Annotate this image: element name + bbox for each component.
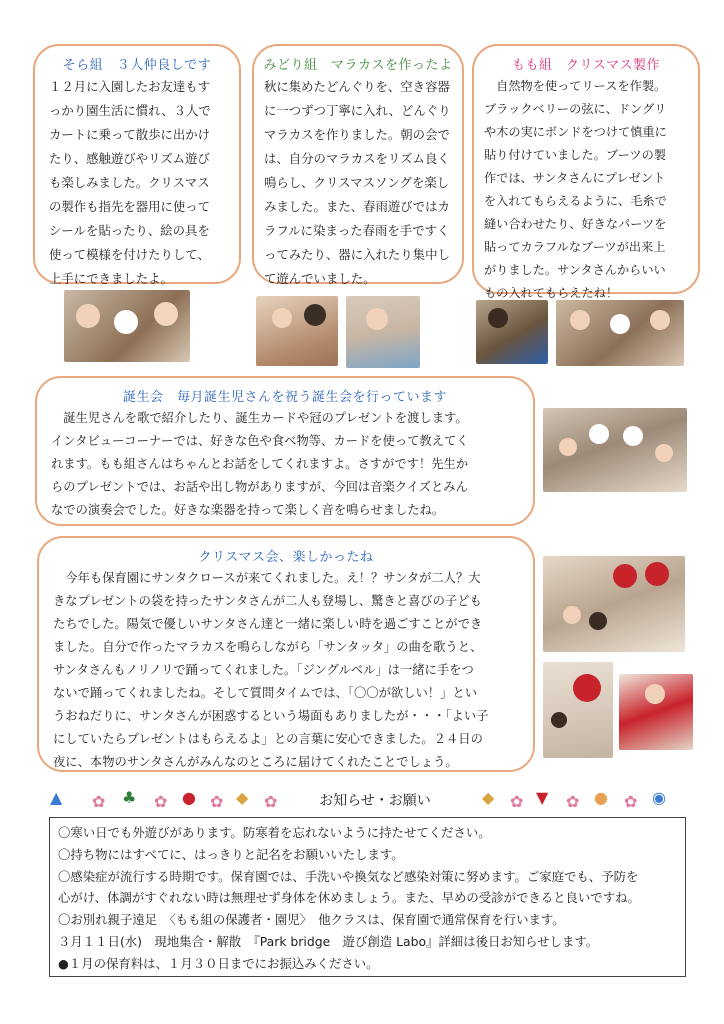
daruma-icon: ● xyxy=(182,788,196,807)
battledore-icon: ◆ xyxy=(482,788,495,807)
sora-class-box xyxy=(33,44,241,284)
christmas-box xyxy=(37,536,535,772)
notice-line: 〇持ち物にはすべてに、はっきりと記名をお願いいたします。 xyxy=(58,846,404,862)
spinning-top-icon: ◉ xyxy=(652,788,666,807)
midori-photo-1 xyxy=(256,296,338,366)
child-figure xyxy=(559,438,577,456)
birthday-title: 誕生会 毎月誕生児さんを祝う誕生会を行っています xyxy=(122,390,447,405)
child-figure xyxy=(488,308,508,328)
santa-figure xyxy=(645,562,669,586)
midori-class-title: みどり組 マラカスを作ったよ xyxy=(263,58,453,73)
sora-class-title: そら組 ３人仲良しです xyxy=(62,58,212,73)
child-figure xyxy=(366,308,388,330)
midori-class-body: 秋に集めたどんぐりを、空き容器 に一つずつ丁寧に入れ、どんぐり マラカスを作りました。朝の会で は、自分のマラカスをリズム良く 鳴らし、クリスマスソングを楽し みました。また、春雨遊びではカ ラフルに染まった春雨を手ですく ってみたり、器に入れたり集中し て遊んでいました。 xyxy=(264,79,451,286)
momo-photo-1 xyxy=(476,300,548,364)
midori-class-box xyxy=(252,44,464,284)
lion-dance-icon: ♣ xyxy=(122,788,137,807)
flower-icon: ✿ xyxy=(154,792,168,811)
child-figure xyxy=(76,304,100,328)
flower-icon: ✿ xyxy=(566,792,580,811)
flower-icon: ✿ xyxy=(92,792,106,811)
santa-figure xyxy=(573,674,601,702)
christmas-title: クリスマス会、楽しかったね xyxy=(198,550,374,565)
child-figure xyxy=(610,314,630,334)
child-figure xyxy=(589,612,607,630)
child-figure xyxy=(570,310,590,330)
flower-icon: ✿ xyxy=(510,792,524,811)
battledore-icon: ◆ xyxy=(236,788,249,807)
momo-class-body: 自然物を使ってリースを作製。 ブラックベリーの弦に、ドングリ や木の実にボンドをつけて慎重に 貼り付けていました。ブーツの製 作では、サンタさんにプレゼント を入れてもらえるように、毛糸で 縫い合わせたり、好きなパーツを 貼ってカラフルなブーツが出来上 がりました。サンタさんからいい もの入れてもらえたね！ xyxy=(484,79,667,300)
flower-icon: ✿ xyxy=(264,792,278,811)
notice-line: 〇感染症が流行する時期です。保育園では、手洗いや換気など感染対策に努めます。ご家庭でも、予防を xyxy=(58,868,639,884)
birthday-box xyxy=(35,376,535,526)
midori-photo-2 xyxy=(346,296,420,368)
notice-line: ●１月の保育料は、１月３０日までにお振込みください。 xyxy=(58,955,379,971)
christmas-photo-2 xyxy=(543,662,613,758)
child-figure xyxy=(623,426,643,446)
notice-line: 〇お別れ親子遠足 〈もも組の保護者・園児〉 他クラスは、保育園で通常保育を行います。 xyxy=(58,912,565,928)
flower-icon: ✿ xyxy=(210,792,224,811)
child-figure xyxy=(154,302,178,326)
notice-title: お知らせ・お願い xyxy=(319,793,431,809)
mount-fuji-icon: ▲ xyxy=(50,788,63,807)
sora-class-body: １２月に入園したお友達もす っかり園生活に慣れ、３人で カートに乗って散歩に出かけ たり、感触遊びやリズム遊び も楽しみました。クリスマス の製作も指先を器用に使って シールを貼ったり、絵の具を 使って模様を付けたりして、 上手にできましたよ。 xyxy=(49,79,211,286)
child-figure xyxy=(589,424,609,444)
notice-line: 〇寒い日でも外遊びがあります。防寒着を忘れないように持たせてください。 xyxy=(58,825,491,840)
sake-cup-icon: ▼ xyxy=(536,788,549,807)
kagami-mochi-icon: ● xyxy=(594,788,608,807)
christmas-photo-1 xyxy=(543,556,685,652)
notice-box xyxy=(49,817,686,977)
birthday-photo xyxy=(543,408,687,492)
momo-photo-2 xyxy=(556,300,684,366)
sora-photo xyxy=(64,290,190,362)
christmas-body: 今年も保育園にサンタクロースが来てくれました。え！？サンタが二人？大 きなプレゼントの袋を持ったサンタさんが二人も登場し、驚きと喜びの子ども たちでした。陽気で優しいサンタさん達と一緒に楽しい時を過ごすことができ ました。自分で作ったマラカスを鳴らしながら「サンタッタ」の曲を歌うと、 サンタさんもノリノリで踊ってくれました。「ジングルベル」は一緒に手をつ ないで踊ってくれましたね。そして質問タイムでは、「〇〇が欲しい！」とい うおねだりに、サンタさんが困惑するという場面もありましたが・・・「よい子 にしていたらプレゼントはもらえるよ」との言葉に安心できました。２４日の 夜に、本物のサンタさんがみんなのところに届けてくれたことでしょう。 xyxy=(53,571,489,769)
child-figure xyxy=(563,606,581,624)
child-figure xyxy=(272,308,292,328)
santa-figure xyxy=(613,564,637,588)
momo-class-box xyxy=(472,44,700,300)
child-figure xyxy=(655,444,673,462)
child-figure xyxy=(645,684,665,704)
notice-line: ３月１１日(水) 現地集合・解散 『Park bridge 遊び創造 Labo』詳細は後日お知らせします。 xyxy=(58,933,599,949)
notice-line: 心がけ、体調がすぐれない時は無理せず身体を休めましょう。また、早めの受診ができると良いですね。 xyxy=(58,890,640,906)
christmas-photo-3 xyxy=(619,674,693,750)
flower-icon: ✿ xyxy=(624,792,638,811)
birthday-body: 誕生児さんを歌で紹介したり、誕生カードや冠のプレゼントを渡します。 インタビューコーナーでは、好きな色や食べ物等、カードを使って教えてく れます。もも組さんはちゃんとお話をしてくれますよ。さすがです！先生か らのプレゼントでは、お話や出し物がありますが、今回は音楽クイズとみん なでの演奏会でした。好きな楽器を持って楽しく音を鳴らせましたね。 xyxy=(51,411,469,517)
child-figure xyxy=(114,310,138,334)
child-figure xyxy=(551,712,567,728)
child-figure xyxy=(650,310,670,330)
momo-class-title: もも組 クリスマス製作 xyxy=(512,58,660,73)
child-figure xyxy=(304,304,326,326)
